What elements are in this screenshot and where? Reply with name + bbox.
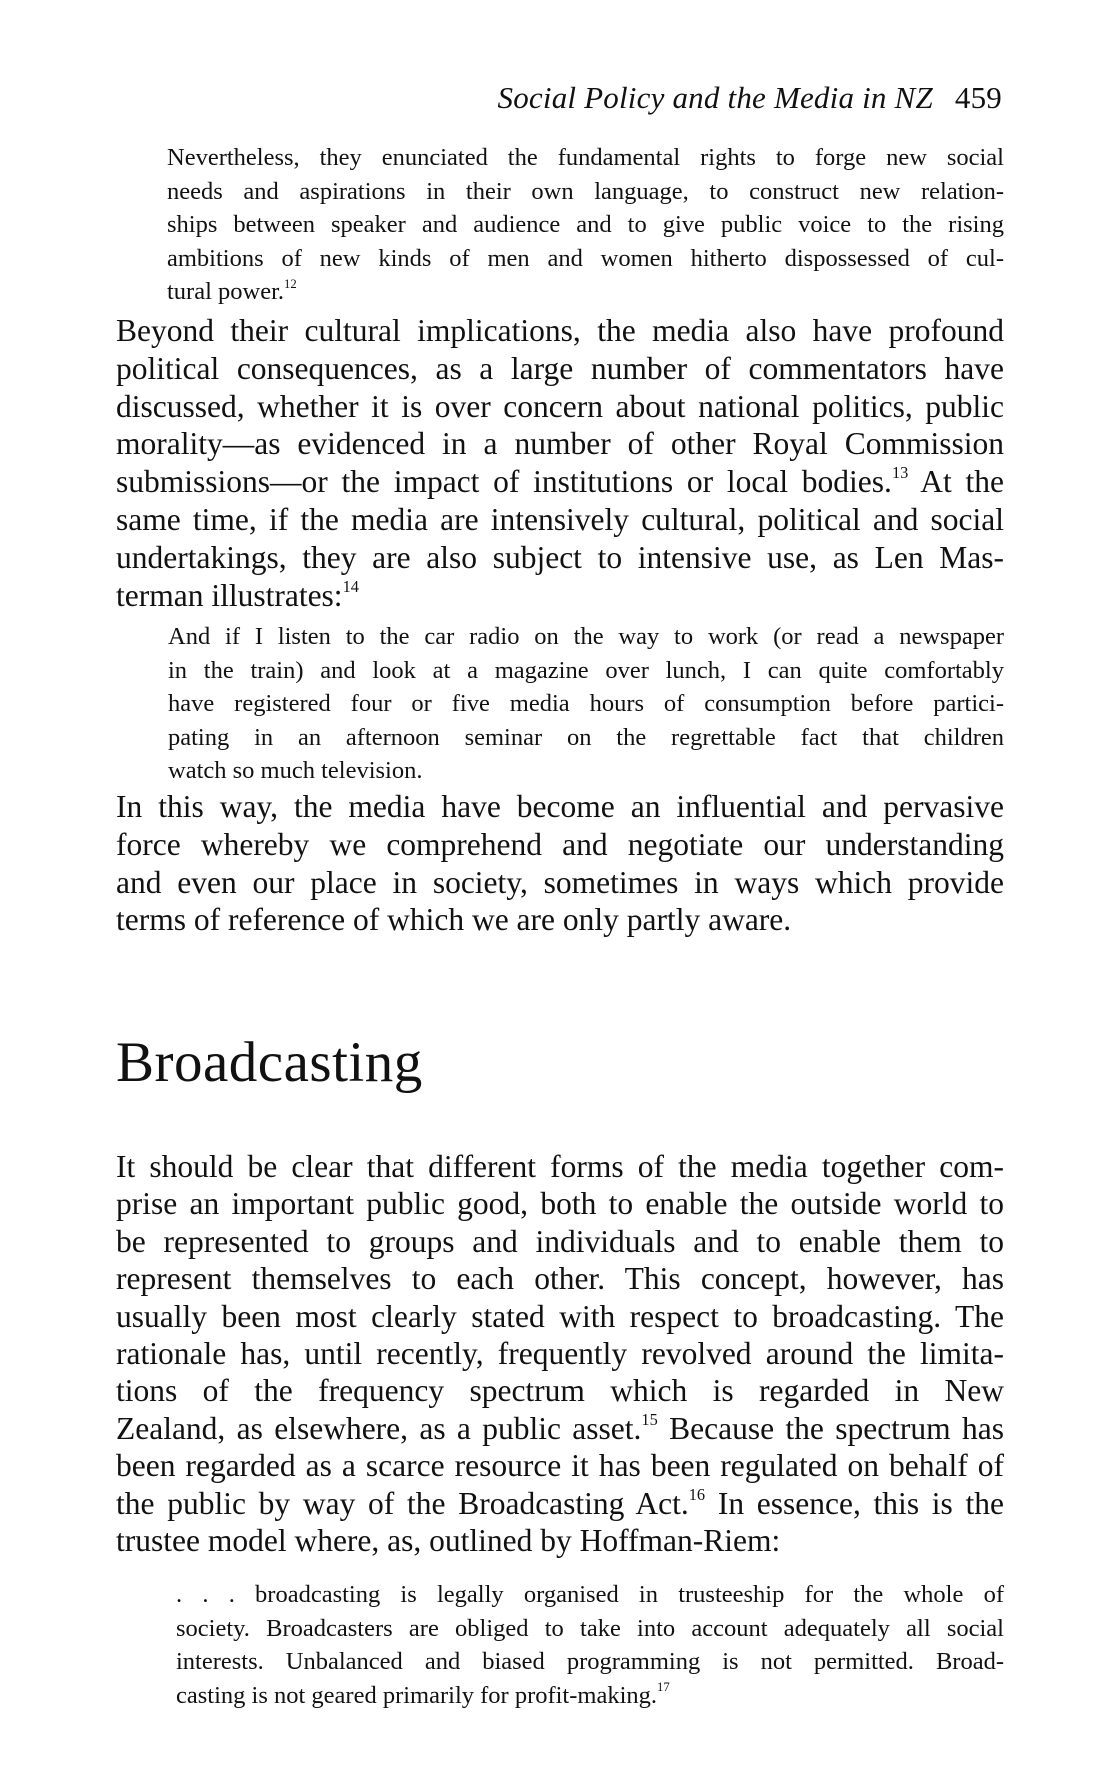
text-line: same time, if the media are intensively cultural, political and social [116, 501, 1004, 537]
text-line: and even our place in society, sometimes in ways which provide [116, 864, 1004, 900]
quote-line: interests. Unbalanced and biased programming is not permitted. Broad- [176, 1648, 1004, 1675]
block-quote-3 [176, 1578, 1004, 1712]
running-head [498, 80, 1002, 116]
quote-text: tural power. [167, 278, 285, 305]
text-line: morality—as evidenced in a number of other Royal Commission [116, 426, 1004, 462]
text-span: Zealand, as elsewhere, as a public asset. [116, 1410, 642, 1446]
text-line [116, 1410, 1004, 1447]
quote-line: society. Broadcasters are obliged to take into account adequately all social [176, 1614, 1004, 1642]
text-line [116, 577, 1004, 615]
text-line: undertakings, they are also subject to intensive use, as Len Mas- [116, 539, 1004, 575]
quote-line: And if I listen to the car radio on the way to work (or read a newspaper [168, 623, 1004, 650]
quote-line: ambitions of new kinds of men and women hitherto dispossessed of cul- [167, 244, 1004, 272]
quote-line: in the train) and look at a magazine over lunch, I can quite comfortably [168, 656, 1004, 684]
text-line: rationale has, until recently, frequently revolved around the limita- [116, 1336, 1004, 1372]
quote-line: have registered four or five media hours of consumption before partici- [168, 690, 1004, 717]
text-line: discussed, whether it is over concern about national politics, public [116, 388, 1004, 424]
quote-line: pating in an afternoon seminar on the regrettable fact that children [168, 723, 1004, 751]
section-heading: Broadcasting [116, 1031, 423, 1094]
paragraph-2 [116, 788, 1004, 939]
text-line: terms of reference of which we are only partly aware. [116, 902, 792, 938]
text-span: the public by way of the Broadcasting Act. [116, 1485, 689, 1521]
quote-line [167, 275, 1004, 309]
quote-line: ships between speaker and audience and to give public voice to the rising [167, 211, 1004, 238]
text-line: Beyond their cultural implications, the media also have profound [116, 313, 1004, 348]
footnote-ref: 12 [284, 276, 297, 291]
footnote-ref: 15 [641, 1409, 658, 1429]
text-line: prise an important public good, both to enable the outside world to [116, 1186, 1004, 1222]
text-line: tions of the frequency spectrum which is regarded in New [116, 1373, 1004, 1409]
quote-line: needs and aspirations in their own language, to construct new relation- [167, 177, 1004, 205]
text-line: represent themselves to each other. This concept, however, has [116, 1261, 1004, 1297]
text-span: Because the spectrum has [657, 1410, 1004, 1446]
text-line: usually been most clearly stated with respect to broadcasting. The [116, 1298, 1004, 1334]
running-head-title: Social Policy and the Media in NZ [497, 80, 933, 115]
quote-line: . . . broadcasting is legally organised in trusteeship for the whole of [176, 1581, 1004, 1608]
block-quote-2 [168, 620, 1004, 788]
footnote-ref: 14 [342, 576, 359, 596]
text-span: submissions—or the impact of institutions or local bodies. [116, 464, 892, 500]
footnote-ref: 13 [891, 463, 909, 483]
text-line [116, 463, 1004, 501]
quote-line: Nevertheless, they enunciated the fundamental rights to forge new social [167, 144, 1004, 171]
paragraph-1 [116, 312, 1004, 614]
text-line: In this way, the media have become an influential and pervasive [116, 789, 1004, 824]
text-line: force whereby we comprehend and negotiate our understanding [116, 826, 1004, 862]
text-line: political consequences, as a large number of commentators have [116, 350, 1004, 386]
footnote-ref: 16 [688, 1484, 706, 1504]
quote-line: watch so much television. [168, 757, 423, 784]
text-line: be represented to groups and individuals and to enable them to [116, 1223, 1004, 1259]
text-line: trustee model where, as, outlined by Hoffman-Riem: [116, 1523, 781, 1559]
text-line [116, 1485, 1004, 1522]
block-quote-1 [167, 141, 1004, 309]
quote-line [176, 1679, 1004, 1713]
text-span: In essence, this is the [705, 1485, 1004, 1521]
text-line: been regarded as a scarce resource it has been regulated on behalf of [116, 1448, 1004, 1484]
footnote-ref: 17 [657, 1680, 670, 1695]
text-span: At the [908, 464, 1005, 500]
page-number: 459 [954, 80, 1002, 115]
text-span: terman illustrates: [116, 577, 343, 613]
text-line: It should be clear that different forms of the media together com- [116, 1149, 1004, 1184]
paragraph-3 [116, 1148, 1004, 1559]
quote-text: casting is not geared primarily for profit-making. [176, 1681, 658, 1709]
